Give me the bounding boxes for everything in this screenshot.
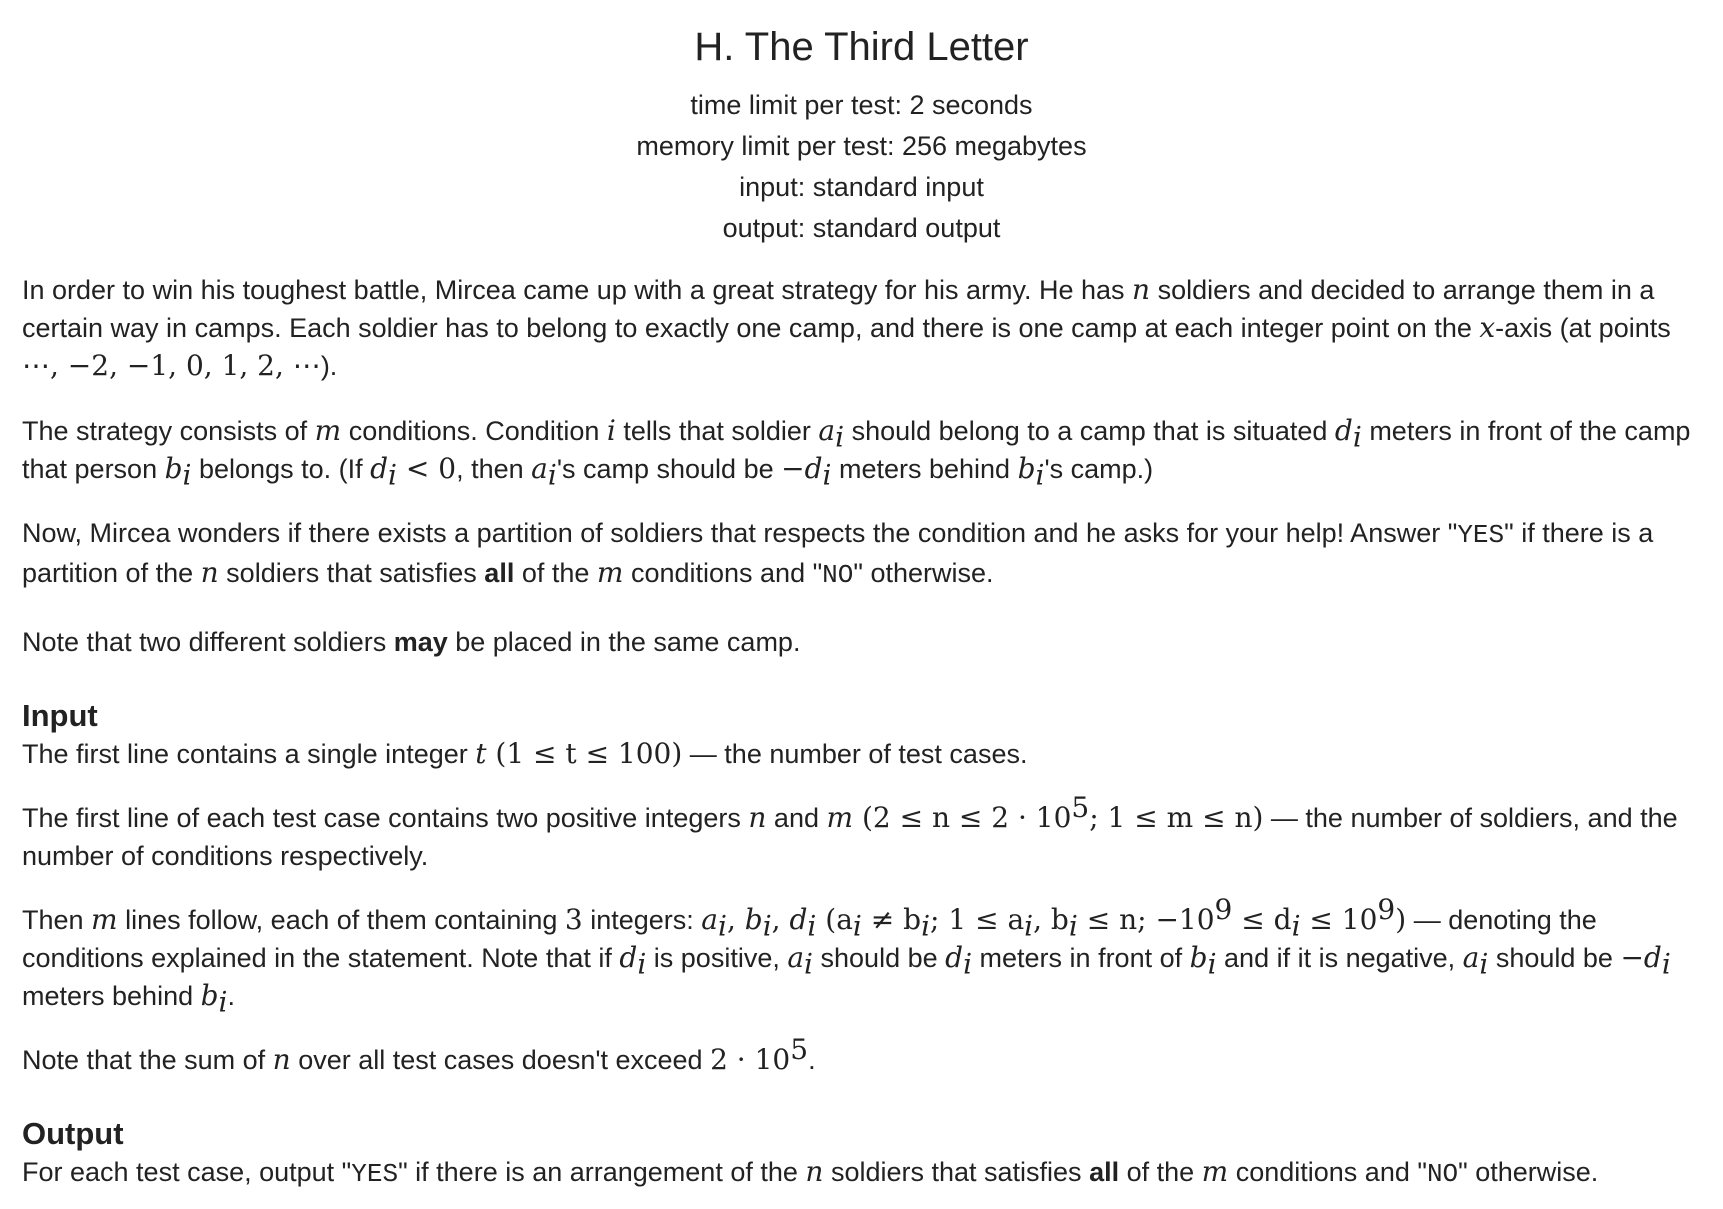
output-paragraph-1: For each test case, output "YES" if there is an arrangement of the n soldiers that satisfies all of the m conditions and "NO" otherwise. bbox=[22, 1155, 1599, 1189]
input-paragraph-3: Then m lines follow, each of them containing 3 integers: $a_i$, $b_i$, $d_i$ ($a_i \ne b_i$; $1 \le a_i$, $b_i \le n$; $-10^9 \le d_i \le 10^9$) — denoting the conditions explained in the statement. Note that if $d_i$ is positive, $a_i$ should be $d_i$ meters in front of $b_i$ and if it is negative, $a_i$ should be $-d_i$ meters behind $b_i$. bbox=[22, 893, 1671, 1019]
input-file: input: standard input bbox=[739, 172, 984, 202]
statement-paragraph-3: Now, Mircea wonders if there exists a partition of soldiers that respects the condition and he asks for your help! Answer "YES" if there is a partition of the n soldiers that satisfies all of the m conditions and "NO" otherwise. bbox=[22, 518, 1654, 590]
statement-paragraph-1: In order to win his toughest battle, Mircea came up with a great strategy for his army. He has n soldiers and decided to arrange them in a certain way in camps. Each soldier has to belong to exactly one camp, and there is one camp at each integer point on the x-axis (at points ⋯, −2, −1, 0, 1, 2, ⋯). bbox=[22, 273, 1671, 382]
memory-limit: memory limit per test: 256 megabytes bbox=[636, 131, 1087, 161]
output-file: output: standard output bbox=[722, 213, 1001, 243]
statement-paragraph-4: Note that two different soldiers may be placed in the same camp. bbox=[22, 627, 801, 657]
output-heading: Output bbox=[22, 1116, 124, 1151]
time-limit: time limit per test: 2 seconds bbox=[690, 90, 1033, 120]
input-paragraph-2: The first line of each test case contains two positive integers n and m ($2 \le n \le 2 \cdot 10^5$; 1 ≤ m ≤ n) — the number of soldiers, and the number of conditions respectively. bbox=[22, 791, 1678, 871]
problem-limits bbox=[22, 85, 1701, 249]
problem-title: H. The Third Letter bbox=[694, 25, 1029, 69]
input-paragraph-1: The first line contains a single integer t (1 ≤ t ≤ 100) — the number of test cases. bbox=[22, 737, 1028, 770]
problem-header bbox=[22, 0, 1701, 249]
input-paragraph-4: Note that the sum of n over all test cases doesn't exceed $2 \cdot 10^5$. bbox=[22, 1033, 816, 1076]
statement-paragraph-2: The strategy consists of m conditions. Condition i tells that soldier $a_i$ should belong to a camp that is situated $d_i$ meters in front of the camp that person $b_i$ belongs to. (If $d_i < 0$, then $a_i's$ camp should be $-d_i$ meters behind $b_i's$ camp.) bbox=[22, 414, 1691, 492]
input-heading: Input bbox=[22, 698, 98, 733]
